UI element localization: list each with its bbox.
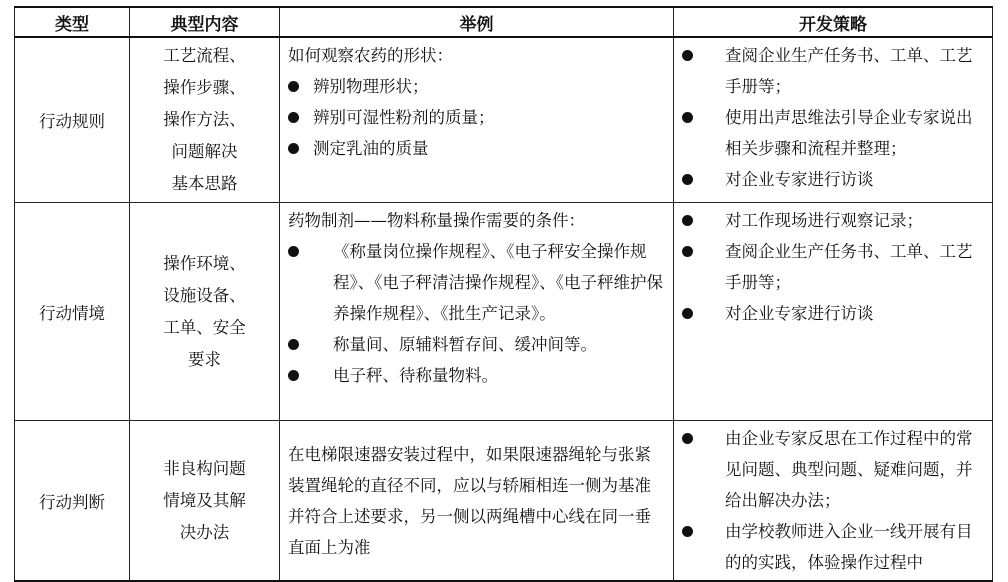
bullet-icon [682, 433, 693, 444]
content-line: 工艺流程、 [163, 46, 246, 65]
list-item [682, 298, 984, 329]
bullet-text: 查阅企业生产任务书、工单、工艺手册等； [725, 46, 973, 96]
bullet-icon [682, 215, 693, 226]
list-item [682, 423, 984, 516]
content-line: 问题解决 [171, 142, 238, 161]
row-content-cell [130, 421, 280, 582]
list-item [288, 236, 665, 329]
content-line: 基本思路 [171, 174, 238, 193]
content-line: 决办法 [179, 522, 230, 542]
header-strategy: 开发策略 [674, 7, 993, 37]
bullet-icon [682, 112, 693, 123]
bullet-icon [682, 246, 693, 257]
example-intro: 药物制剂——物料称量操作需要的条件： [288, 211, 585, 230]
bullet-text: 辨别可湿性粉剂的质量； [313, 108, 495, 127]
bullet-icon [682, 174, 693, 185]
content-line: 情境及其解 [163, 490, 246, 510]
table-row [15, 203, 993, 421]
row-type-cell: 行动判断 [15, 421, 130, 582]
header-content: 典型内容 [130, 7, 280, 37]
row-content-cell [130, 203, 280, 421]
list-item [682, 205, 984, 236]
table-row [15, 37, 993, 203]
strategy-table [14, 6, 993, 582]
row-strategy-cell [674, 203, 993, 421]
bullet-text: 由企业专家反思在工作过程中的常见问题、典型问题、疑难问题，并给出解决办法； [725, 429, 973, 510]
example-intro: 如何观察农药的形状： [288, 46, 453, 65]
bullet-icon [682, 308, 693, 319]
bullet-text: 对工作现场进行观察记录； [725, 211, 923, 230]
bullet-icon [288, 246, 299, 257]
content-line: 要求 [188, 349, 221, 369]
list-item [682, 102, 984, 164]
list-item [682, 516, 984, 578]
row-example-cell [280, 421, 674, 582]
row-strategy-cell [674, 421, 993, 582]
list-item [288, 329, 665, 360]
bullet-icon [288, 339, 299, 350]
list-item [682, 40, 984, 102]
bullet-icon [682, 50, 693, 61]
bullet-icon [682, 526, 693, 537]
header-example: 举例 [280, 7, 674, 37]
table-row [15, 421, 993, 582]
row-type-cell: 行动规则 [15, 37, 130, 203]
list-item [288, 360, 665, 391]
content-line: 非良构问题 [163, 458, 246, 478]
example-text: 在电梯限速器安装过程中，如果限速器绳轮与张紧装置绳轮的直径不同，应以与轿厢相连一侧为基准并符合上述要求，另一侧以两绳槽中心线在同一垂直面上为准 [288, 444, 651, 557]
bullet-text: 辨别物理形状； [313, 77, 429, 96]
row-example-cell [280, 37, 674, 203]
list-item [288, 102, 665, 133]
list-item [682, 236, 984, 298]
list-item [288, 71, 665, 102]
bullet-text: 电子秤、待称量物料。 [333, 366, 498, 385]
header-type: 类型 [15, 7, 130, 37]
bullet-text: 称量间、原辅料暂存间、缓冲间等。 [333, 335, 597, 354]
bullet-text: 查阅企业生产任务书、工单、工艺手册等； [725, 242, 973, 292]
bullet-text: 使用出声思维法引导企业专家说出相关步骤和流程并整理； [725, 108, 973, 158]
bullet-icon [288, 143, 299, 154]
bullet-icon [288, 81, 299, 92]
bullet-text: 《称量岗位操作规程》、《电子秤安全操作规程》、《电子秤清洁操作规程》、《电子秤维护保养操作规程》、《批生产记录》。 [333, 242, 663, 323]
list-item [288, 133, 665, 164]
row-content-cell [130, 37, 280, 203]
bullet-icon [288, 370, 299, 381]
row-example-cell [280, 203, 674, 421]
row-type-cell: 行动情境 [15, 203, 130, 421]
bullet-icon [288, 112, 299, 123]
bullet-text: 测定乳油的质量 [313, 139, 429, 158]
content-line: 设施设备、 [163, 285, 246, 305]
content-line: 操作环境、 [163, 253, 246, 273]
content-line: 操作方法、 [163, 110, 246, 129]
content-line: 工单、安全 [163, 317, 246, 337]
content-line: 操作步骤、 [163, 78, 246, 97]
list-item [682, 164, 984, 195]
row-strategy-cell [674, 37, 993, 203]
bullet-text: 对企业专家进行访谈 [725, 170, 874, 189]
bullet-text: 由学校教师进入企业一线开展有目的的实践，体验操作过程中 [725, 522, 973, 572]
header-row [15, 7, 993, 37]
bullet-text: 对企业专家进行访谈 [725, 304, 874, 323]
